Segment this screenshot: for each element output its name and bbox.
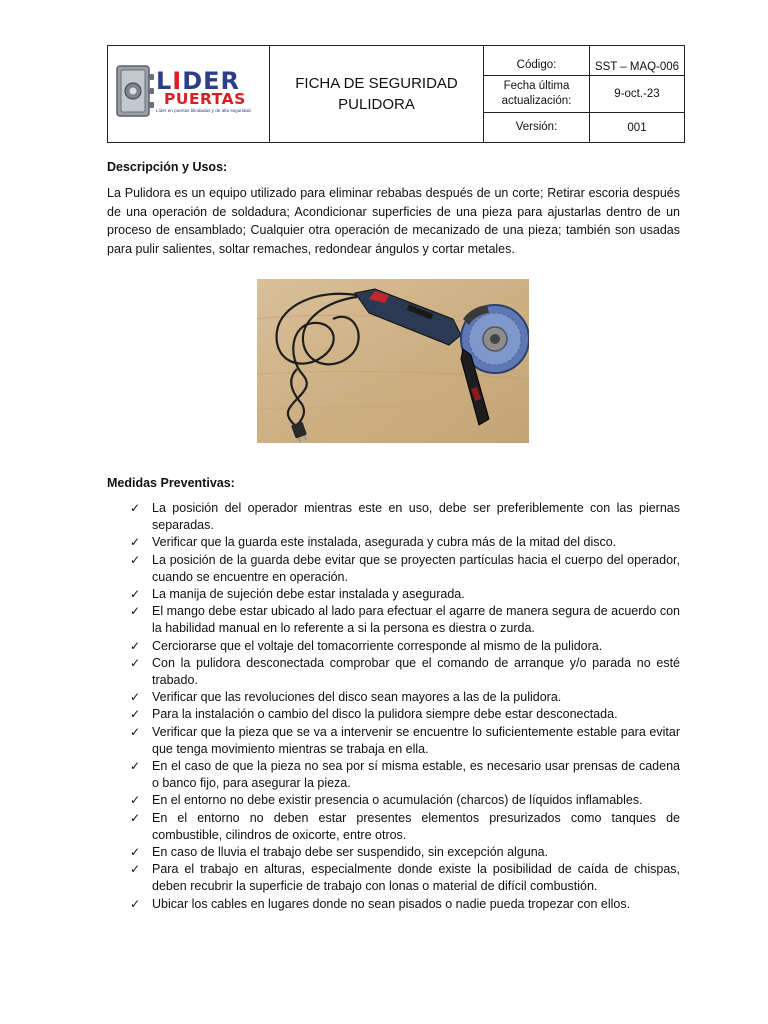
- list-item-text: Verificar que la pieza que se va a intervenir se encuentre lo suficientemente estable para evitar que tenga movimiento mientras se trabaja en ella.: [152, 724, 680, 756]
- list-item: [125, 706, 680, 723]
- meta-row-version: [484, 113, 684, 142]
- safe-door-icon: [116, 62, 156, 120]
- logo-brand-bottom: PUERTAS: [164, 90, 246, 108]
- checkmark-icon: ✓: [130, 896, 141, 911]
- list-item-text: En el entorno no debe existir presencia o acumulación (charcos) de líquidos inflamables.: [152, 793, 643, 808]
- list-item: [125, 638, 680, 655]
- angle-grinder-photo: [257, 279, 529, 443]
- checkmark-icon: ✓: [130, 638, 141, 653]
- meta-row-codigo: [484, 46, 684, 76]
- list-item: [125, 810, 680, 844]
- checkmark-icon: ✓: [130, 690, 141, 705]
- checkmark-icon: ✓: [130, 535, 141, 550]
- checkmark-icon: ✓: [130, 724, 141, 739]
- list-item: [125, 586, 680, 603]
- title-line-1: FICHA DE SEGURIDAD: [295, 75, 458, 92]
- checkmark-icon: ✓: [130, 655, 141, 670]
- list-item-text: Para el trabajo en alturas, especialmente donde existe la posibilidad de caída de chispas, deben recubrir la superficie de trabajo con lonas o material de difícil combustión.: [152, 862, 680, 894]
- list-item-text: Para la instalación o cambio del disco la pulidora siempre debe estar desconectada.: [152, 707, 618, 722]
- medidas-heading: Medidas Preventivas:: [107, 476, 235, 490]
- list-item-text: La posición del operador mientras este en uso, debe ser preferiblemente con las piernas separadas.: [152, 501, 680, 533]
- checkmark-icon: ✓: [130, 845, 141, 860]
- descripcion-text: La Pulidora es un equipo utilizado para eliminar rebabas después de un corte; Retirar escoria después de una operación de soldadura; Acondicionar superficies de una pieza para ajustarlas dentro de un proceso de ensamblado; Cualquier otra operación de mecanizado de una pieza; también son usadas para pulir salientes, soltar remaches, redondear ángulos y cortar metales.: [107, 186, 680, 256]
- list-item-text: Con la pulidora desconectada comprobar que el comando de arranque y/o parada no esté trabado.: [152, 655, 680, 688]
- list-item-text: En el entorno no deben estar presentes elementos presurizados como tanques de combustible, cilindros de oxicorte, entre otros.: [152, 810, 680, 842]
- list-item: [125, 844, 680, 861]
- list-item-text: Cerciorarse que el voltaje del tomacorriente corresponde al mismo de la pulidora.: [152, 638, 603, 653]
- checkmark-icon: ✓: [130, 552, 141, 567]
- list-item: [125, 552, 680, 586]
- codigo-label: Código:: [484, 46, 590, 75]
- checkmark-icon: ✓: [130, 862, 141, 877]
- list-item-text: En el caso de que la pieza no sea por sí misma estable, es necesario usar prensas de cadena o banco fijo, para asegurar la pieza.: [152, 759, 680, 791]
- medidas-list: [125, 500, 680, 913]
- list-item: [125, 724, 680, 758]
- list-item: [125, 861, 680, 895]
- title-line-2: PULIDORA: [338, 96, 415, 113]
- list-item: [125, 689, 680, 706]
- descripcion-heading: Descripción y Usos:: [107, 160, 228, 174]
- list-item-text: La posición de la guarda debe evitar que se proyecten partículas hacia el cuerpo del operador, cuando se encuentre en operación.: [152, 552, 680, 584]
- list-item-text: En caso de lluvia el trabajo debe ser suspendido, sin excepción alguna.: [152, 845, 549, 860]
- company-logo: [108, 46, 270, 142]
- list-item-text: El mango debe estar ubicado al lado para efectuar el agarre de manera segura de acuerdo con la habilidad manual en lo referente a si la persona es diestra o zurda.: [152, 604, 680, 636]
- logo-wordmark: [156, 67, 252, 113]
- list-item: [125, 758, 680, 792]
- checkmark-icon: ✓: [130, 793, 141, 808]
- document-title: [270, 46, 484, 142]
- logo-tagline: Líder en puertas blindadas y de alta seguridad.: [156, 108, 252, 113]
- list-item-text: La manija de sujeción debe estar instalada y asegurada.: [152, 587, 465, 602]
- checkmark-icon: ✓: [130, 810, 141, 825]
- version-label: Versión:: [484, 113, 590, 142]
- logo-brand-top: LIDER: [156, 67, 241, 95]
- checkmark-icon: ✓: [130, 604, 141, 619]
- list-item: [125, 792, 680, 809]
- version-value: 001: [627, 121, 647, 134]
- checkmark-icon: ✓: [130, 759, 141, 774]
- list-item-text: Verificar que las revoluciones del disco sean mayores a las de la pulidora.: [152, 690, 562, 705]
- document-meta: [484, 46, 684, 142]
- list-item: [125, 500, 680, 534]
- fecha-label: Fecha última actualización:: [484, 76, 590, 112]
- list-item-text: Verificar que la guarda este instalada, asegurada y cubra más de la mitad del disco.: [152, 535, 617, 550]
- checkmark-icon: ✓: [130, 587, 141, 602]
- list-item: [125, 896, 680, 913]
- codigo-value: SST – MAQ-006: [594, 60, 680, 73]
- document-header-table: [107, 45, 685, 143]
- list-item: [125, 534, 680, 551]
- list-item: [125, 603, 680, 637]
- list-item: [125, 655, 680, 689]
- meta-row-fecha: [484, 76, 684, 113]
- checkmark-icon: ✓: [130, 501, 141, 515]
- fecha-value: 9-oct.-23: [614, 88, 660, 100]
- list-item-text: Ubicar los cables en lugares donde no sean pisados o nadie pueda tropezar con ellos.: [152, 896, 631, 911]
- checkmark-icon: ✓: [130, 707, 141, 722]
